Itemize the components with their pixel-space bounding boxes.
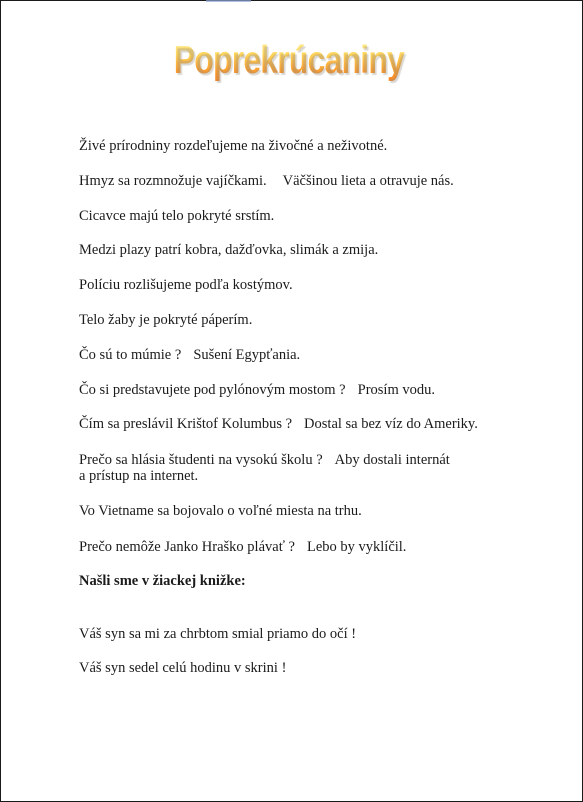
text-line-3: Cicavce majú telo pokryté srstím. [79,208,275,224]
question-7: Čo sú to múmie ? [79,347,182,363]
answer-8: Prosím vodu. [357,382,435,398]
question-8: Čo si predstavujete pod pylónovým mostom ? [79,382,346,398]
question-10: Prečo sa hlásia študenti na vysokú školu ? [79,452,323,468]
question-9: Čím sa preslávil Krištof Kolumbus ? [79,416,293,432]
text-line-14: Váš syn sa mi za chrbtom smial priamo do očí ! [79,626,357,642]
section-heading: Našli sme v žiackej knižke: [79,573,246,589]
text-line-9 [79,416,478,433]
answer-12: Lebo by vyklíčil. [306,539,407,555]
text-line-11: Vo Vietname sa bojovalo o voľné miesta na trhu. [79,503,362,519]
text-line-4: Medzi plazy patrí kobra, dažďovka, slimák a zmija. [79,242,379,258]
scan-edge-mark [206,0,251,2]
text-line-6: Telo žaby je pokryté páperím. [79,312,253,328]
question-2: Hmyz sa rozmnožuje vajíčkami. [79,173,267,189]
text-line-2 [79,173,454,190]
text-line-5: Políciu rozlišujeme podľa kostýmov. [79,277,293,293]
answer-10: Aby dostali internát [334,452,450,468]
text-line-1: Živé prírodniny rozdeľujeme na živočné a neživotné. [79,138,388,154]
text-line-8 [79,382,435,399]
text-line-10 [79,452,450,469]
question-12: Prečo nemôže Janko Hraško plávať ? [79,539,295,555]
page-title: Poprekrúcaniny [51,39,527,83]
text-line-10-continued: a prístup na internet. [79,468,199,484]
answer-9: Dostal sa bez víz do Ameriky. [304,416,478,432]
answer-7: Sušení Egypťania. [193,347,301,363]
text-line-15: Váš syn sedel celú hodinu v skrini ! [79,660,287,676]
answer-2: Väčšinou lieta a otravuje nás. [282,173,454,189]
text-line-12 [79,539,406,556]
text-line-7 [79,347,300,364]
